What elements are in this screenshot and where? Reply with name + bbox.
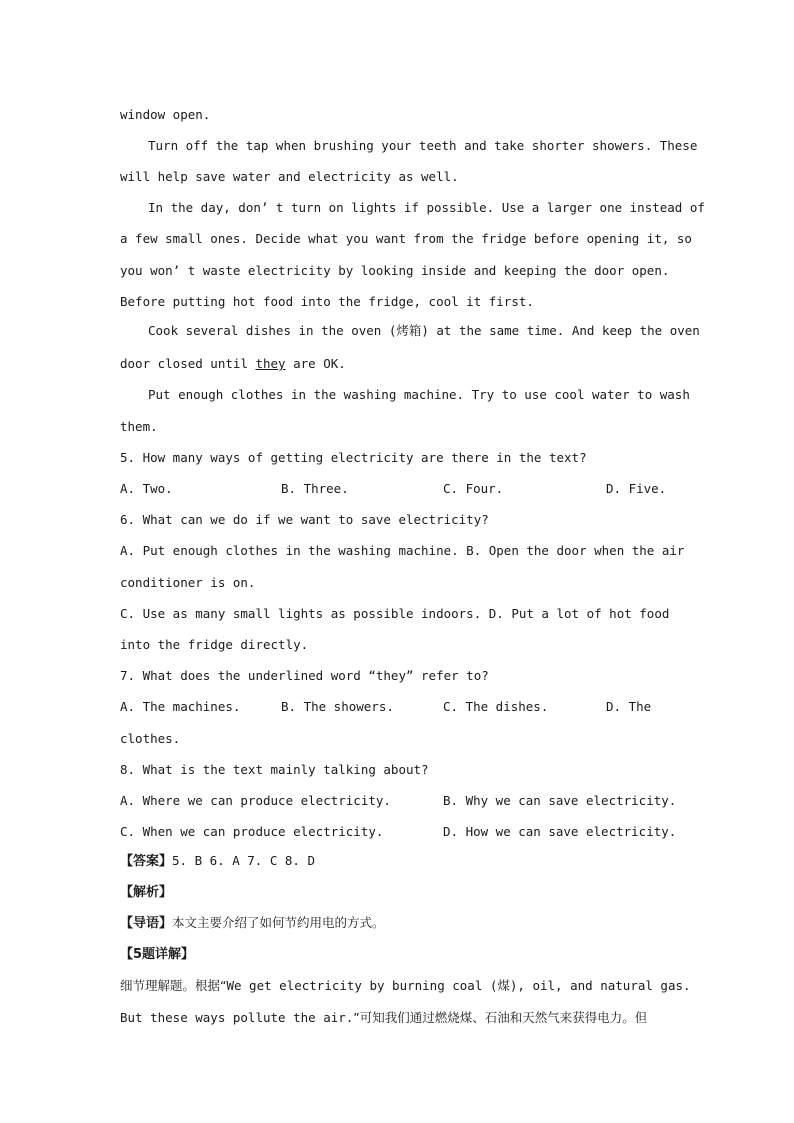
answer-values: 5. B 6. A 7. C 8. D <box>172 853 316 868</box>
daoyu-line <box>120 915 680 932</box>
analysis-quote: We get electricity by burning coal (煤), oil, and natural gas. <box>226 978 691 993</box>
passage-line: Put enough clothes in the washing machine. Try to use cool water to wash <box>148 387 690 402</box>
passage-line: will help save water and electricity as well. <box>120 169 459 184</box>
passage-line: window open. <box>120 107 211 122</box>
passage-line: a few small ones. Decide what you want from the fridge before opening it, so <box>120 231 692 246</box>
option-b: B. Three. <box>281 481 349 496</box>
passage-text: door closed until <box>120 356 256 371</box>
analysis-quote: But these ways pollute the air. <box>120 1010 354 1025</box>
option-b: B. The showers. <box>281 699 394 714</box>
analysis-line <box>120 978 691 994</box>
passage-line <box>120 356 680 372</box>
question-stem: 5. How many ways of getting electricity are there in the text? <box>120 450 587 465</box>
q5-detail-label: 【5题详解】 <box>120 947 195 962</box>
option-a: A. Two. <box>120 481 173 496</box>
option-a: A. Where we can produce electricity. <box>120 793 391 808</box>
option-d: D. How we can save electricity. <box>443 824 677 839</box>
question-stem: 8. What is the text mainly talking about? <box>120 762 429 777</box>
answer-label: 【答案】 <box>120 854 173 869</box>
option-d: D. Five. <box>606 481 667 496</box>
passage-line: Cook several dishes in the oven (烤箱) at the same time. And keep the oven <box>148 323 700 338</box>
question-stem: 6. What can we do if we want to save electricity? <box>120 512 489 527</box>
passage-line: them. <box>120 419 158 434</box>
passage-line: you won’ t waste electricity by looking inside and keeping the door open. <box>120 263 670 278</box>
passage-text: are OK. <box>285 356 346 371</box>
analysis-text-cn: ”可知我们通过燃烧煤、石油和天然气来获得电力。但 <box>353 1010 648 1025</box>
analysis-label: 【解析】 <box>120 885 173 900</box>
daoyu-text: 本文主要介绍了如何节约用电的方式。 <box>172 915 385 930</box>
option-line: into the fridge directly. <box>120 637 309 652</box>
option-line: C. Use as many small lights as possible indoors. D. Put a lot of hot food <box>120 606 670 621</box>
option-a: A. The machines. <box>120 699 241 714</box>
option-line: conditioner is on. <box>120 575 256 590</box>
option-c: C. When we can produce electricity. <box>120 824 384 839</box>
q5-detail-heading <box>120 946 680 963</box>
option-line: A. Put enough clothes in the washing machine. B. Open the door when the air <box>120 543 685 558</box>
answer-line <box>120 853 680 870</box>
daoyu-label: 【导语】 <box>120 916 173 931</box>
option-d: D. The <box>606 699 652 714</box>
option-c: C. Four. <box>443 481 504 496</box>
analysis-heading <box>120 884 680 901</box>
option-line: clothes. <box>120 731 181 746</box>
analysis-line <box>120 1010 680 1026</box>
passage-line: In the day, don’ t turn on lights if possible. Use a larger one instead of <box>148 200 705 215</box>
analysis-text-cn: 细节理解题。根据“ <box>120 978 227 993</box>
passage-line: Turn off the tap when brushing your teeth and take shorter showers. These <box>148 138 698 153</box>
option-c: C. The dishes. <box>443 699 549 714</box>
question-stem: 7. What does the underlined word “they” refer to? <box>120 668 489 683</box>
option-b: B. Why we can save electricity. <box>443 793 677 808</box>
passage-line: Before putting hot food into the fridge, cool it first. <box>120 294 534 309</box>
underlined-word: they <box>255 356 286 371</box>
